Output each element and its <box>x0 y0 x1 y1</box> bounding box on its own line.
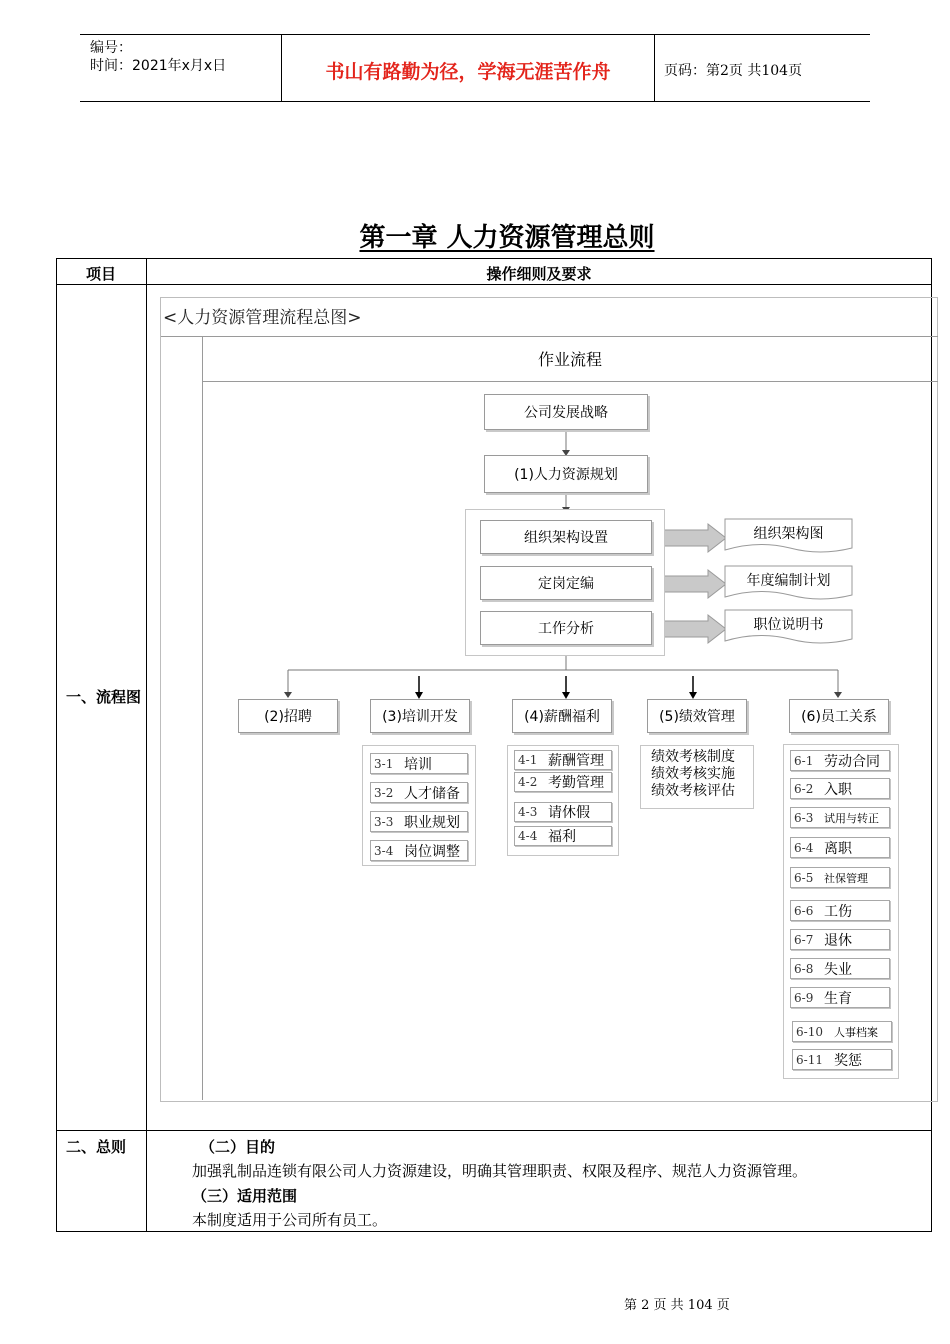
scope-heading: （三）适用范围 <box>192 1187 298 1205</box>
doc-time-label: 时间：2021年x月x日 <box>90 58 227 74</box>
row-label-general: 二、总则 <box>66 1138 127 1156</box>
compensation-item: 4-4 福利 <box>514 826 612 846</box>
diagram-title: <人力资源管理流程总图> <box>163 308 362 328</box>
plan-step-job-analysis: 工作分析 <box>480 611 652 645</box>
chapter-title: 第一章 人力资源管理总则 <box>359 223 655 253</box>
plan-step-staffing: 定岗定编 <box>480 566 652 600</box>
compensation-item: 4-1 薪酬管理 <box>514 750 612 770</box>
module-performance: (5)绩效管理 <box>647 699 747 733</box>
module-training: (3)培训开发 <box>370 699 470 733</box>
strategy-box: 公司发展战略 <box>484 394 648 430</box>
training-item: 3-2 人才储备 <box>370 782 468 803</box>
row-label-flowchart: 一、流程图 <box>66 688 142 706</box>
lane-title: 作业流程 <box>537 350 602 369</box>
output-annual-staffing-plan: 年度编制计划 <box>746 573 831 589</box>
table-header-item: 项目 <box>85 265 116 283</box>
header-motto: 书山有路勤为径，学海无涯苦作舟 <box>325 61 611 83</box>
relation-item: 6-2 入职 <box>790 778 890 799</box>
relation-item: 6-7 退休 <box>790 929 890 950</box>
output-job-description: 职位说明书 <box>753 617 824 633</box>
purpose-text: 加强乳制品连锁有限公司人力资源建设，明确其管理职责、权限及程序、规范人力资源管理。 <box>192 1162 808 1180</box>
relation-item: 6-8 失业 <box>790 958 890 979</box>
compensation-item: 4-2 考勤管理 <box>514 772 612 792</box>
purpose-heading: （二）目的 <box>200 1138 276 1156</box>
performance-item: 绩效考核实施 <box>651 766 735 782</box>
relation-item: 6-4 离职 <box>790 837 890 858</box>
output-org-chart: 组织架构图 <box>753 526 824 542</box>
relation-item: 6-6 工伤 <box>790 900 890 921</box>
relation-item: 6-9 生育 <box>790 987 890 1008</box>
relation-item: 6-1 劳动合同 <box>790 750 890 771</box>
relation-item: 6-3 试用与转正 <box>790 807 890 828</box>
performance-item: 绩效考核评估 <box>651 783 735 799</box>
relation-item: 6-10 人事档案 <box>792 1021 892 1042</box>
table-header-requirements: 操作细则及要求 <box>486 265 592 283</box>
performance-item: 绩效考核制度 <box>651 749 735 765</box>
module-employee-relations: (6)员工关系 <box>789 699 889 733</box>
performance-list <box>651 749 735 800</box>
relation-item: 6-11 奖惩 <box>792 1049 892 1070</box>
scope-text: 本制度适用于公司所有员工。 <box>192 1211 388 1229</box>
header-page-info: 页码：第2页 共104页 <box>664 63 803 79</box>
plan-step-org-structure: 组织架构设置 <box>480 520 652 554</box>
relation-item: 6-5 社保管理 <box>790 867 890 888</box>
module-recruitment: (2)招聘 <box>238 699 338 733</box>
hr-planning-box: (1)人力资源规划 <box>484 455 648 493</box>
compensation-item: 4-3 请休假 <box>514 802 612 822</box>
training-item: 3-3 职业规划 <box>370 811 468 832</box>
page-footer: 第 2 页 共 104 页 <box>624 1298 730 1313</box>
doc-number-label: 编号： <box>90 40 132 56</box>
module-compensation: (4)薪酬福利 <box>512 699 612 733</box>
training-item: 3-4 岗位调整 <box>370 840 468 861</box>
training-item: 3-1 培训 <box>370 753 468 774</box>
